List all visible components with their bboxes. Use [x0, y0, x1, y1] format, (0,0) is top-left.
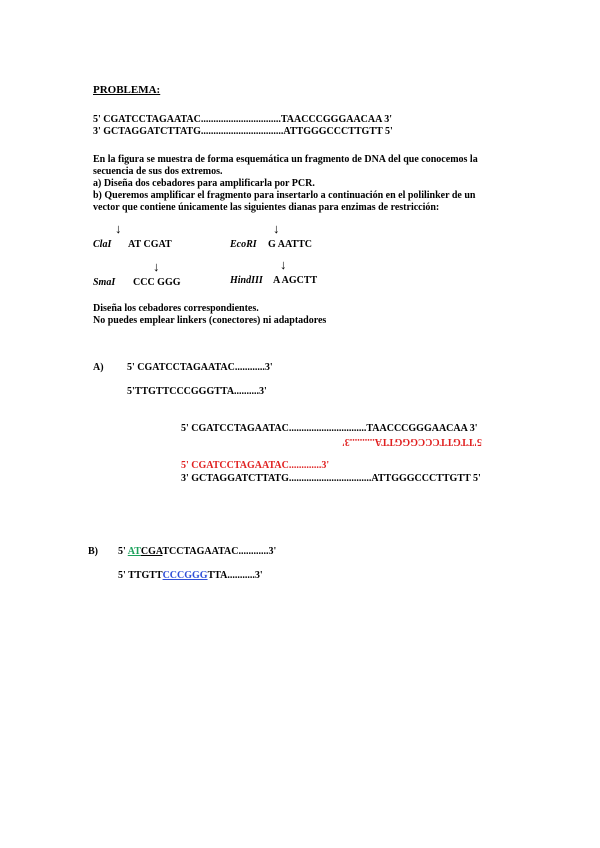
answer-a-primer-reverse: 5'TTGTTCCCGGGTTA..........3' — [127, 386, 267, 397]
problem-text-line: vector que contiene únicamente las siguientes dianas para enzimas de restricción: — [93, 202, 440, 213]
clai-site-highlight: AT — [127, 546, 141, 557]
diagram-bottom-strand: 3' GCTAGGATCTTATG.................................ATTGGGCCCTTGTT 5' — [181, 473, 481, 484]
diagram-top-strand: 5' CGATCCTAGAATAC...............................TAACCCGGGAACAA 3' — [181, 423, 478, 434]
cut-arrow-icon: ↓ — [115, 221, 122, 236]
instruction-line: No puedes emplear linkers (conectores) ni adaptadores — [93, 315, 327, 326]
primer-rest: TTA...........3' — [207, 570, 263, 581]
enzyme-name-ecori: EcoRI — [230, 239, 257, 250]
enzyme-name-clai: ClaI — [93, 239, 112, 250]
problem-text-line: secuencia de sus dos extremos. — [93, 166, 223, 177]
enzyme-name-hindiii: HindIII — [230, 275, 263, 286]
smai-site-highlight: CCCGGG — [162, 570, 208, 581]
diagram-reverse-primer — [342, 435, 482, 447]
answer-a-label: A) — [93, 362, 104, 373]
primer-prefix: 5' — [118, 546, 128, 557]
enzyme-name-smai: SmaI — [93, 277, 116, 288]
answer-a-primer-forward: 5' CGATCCTAGAATAC............3' — [127, 362, 273, 373]
answer-b-primer-forward — [118, 546, 276, 558]
answer-b-label: B) — [88, 546, 98, 557]
enzyme-site-ecori: G AATTC — [268, 239, 312, 250]
enzyme-site-smai: CCC GGG — [133, 277, 181, 288]
answer-b-primer-reverse — [118, 570, 263, 582]
diagram-forward-primer: 5' CGATCCTAGAATAC.............3' — [181, 460, 330, 471]
problem-title: PROBLEMA: — [93, 84, 161, 96]
sequence-top-strand: 5' CGATCCTAGAATAC................................TAACCCGGGAACAA 3' — [93, 114, 393, 125]
primer-rest: TCCTAGAATAC............3' — [162, 546, 277, 557]
clai-site-underline: CGA — [140, 546, 163, 557]
problem-text-line: a) Diseña dos cebadores para amplificarla por PCR. — [93, 178, 315, 189]
sequence-bottom-strand: 3' GCTAGGATCTTATG.................................ATTGGGCCCTTGTT 5' — [93, 126, 393, 137]
primer-prefix: 5' TTGTT — [118, 570, 163, 581]
diagram-reverse-primer-text: 5'TTGTTCCCGGGTTA..........3' — [342, 436, 482, 447]
problem-text-line: b) Queremos amplificar el fragmento para insertarlo a continuación en el polilinker de un — [93, 190, 476, 201]
problem-text-line: En la figura se muestra de forma esquemática un fragmento de DNA del que conocemos la — [93, 154, 478, 165]
enzyme-site-clai: AT CGAT — [128, 239, 172, 250]
cut-arrow-icon: ↓ — [153, 259, 160, 274]
enzyme-site-hindiii: A AGCTT — [273, 275, 318, 286]
cut-arrow-icon: ↓ — [273, 221, 280, 236]
cut-arrow-icon: ↓ — [280, 257, 287, 272]
instruction-line: Diseña los cebadores correspondientes. — [93, 303, 259, 314]
